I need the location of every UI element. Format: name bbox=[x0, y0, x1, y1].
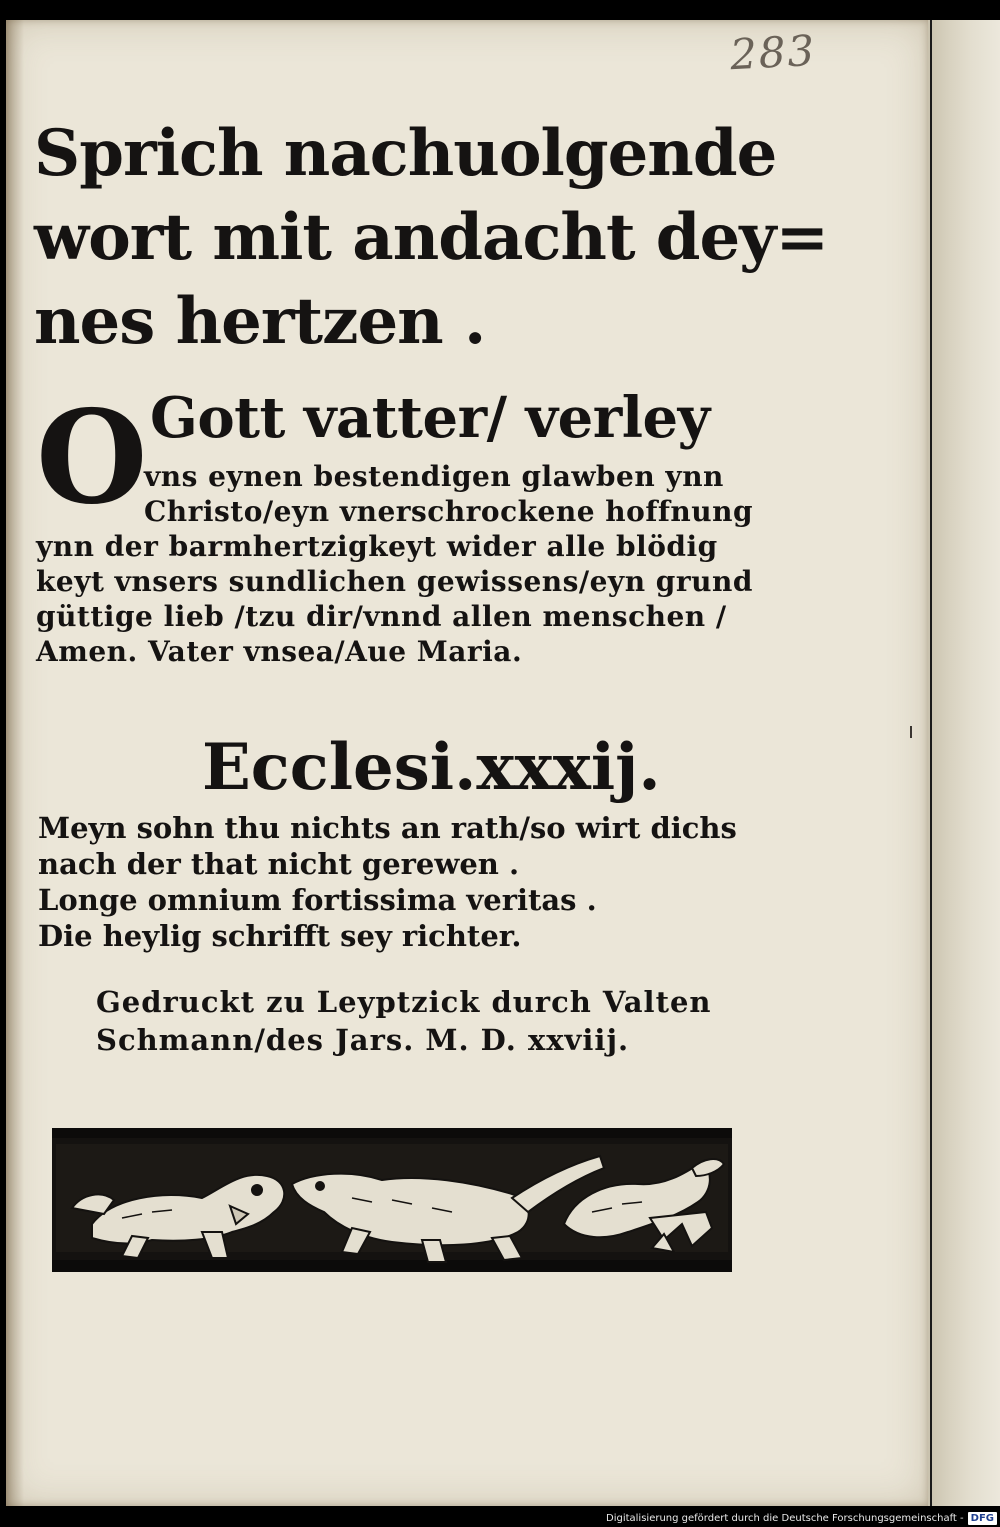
animal-frieze-woodcut-icon bbox=[52, 1128, 732, 1272]
footer-text: Digitalisierung gefördert durch die Deutsche Forschungsgemeinschaft - bbox=[606, 1512, 964, 1524]
prayer-line-3: ynn der barmhertzigkeyt wider alle blödig bbox=[36, 530, 718, 563]
imprint-line-1: Gedruckt zu Leyptzick durch Valten bbox=[96, 985, 712, 1019]
margin-mark bbox=[910, 726, 912, 738]
prayer-line-5: güttige lieb /tzu dir/vnnd allen menschen / bbox=[36, 600, 727, 633]
prayer-line-6: Amen. Vater vnsea/Aue Maria. bbox=[36, 635, 523, 668]
ecclesi-line-3: Longe omnium fortissima veritas . bbox=[38, 883, 597, 917]
ecclesi-line-1: Meyn sohn thu nichts an rath/so wirt dichs bbox=[38, 811, 737, 845]
title-line-1: Sprich nachuolgende bbox=[34, 116, 777, 191]
book-page bbox=[6, 20, 928, 1506]
prayer-line-1: vns eynen bestendigen glawben ynn bbox=[144, 460, 724, 493]
book-gutter bbox=[928, 20, 1000, 1506]
prayer-line-4: keyt vnsers sundlichen gewissens/eyn grund bbox=[36, 565, 753, 598]
ecclesi-heading: Ecclesi.xxxij. bbox=[202, 730, 661, 805]
title-block bbox=[34, 112, 829, 364]
ecclesi-line-4: Die heylig schrifft sey richter. bbox=[38, 919, 522, 953]
prayer-first-line: Gott vatter/ verley bbox=[150, 385, 710, 451]
dfg-logo-icon: DFG bbox=[968, 1512, 997, 1525]
drop-cap: O bbox=[36, 383, 148, 533]
page-edge-line bbox=[930, 20, 932, 1506]
handwritten-page-number: 283 bbox=[728, 25, 818, 80]
imprint-line-2: Schmann/des Jars. M. D. xxviij. bbox=[96, 1023, 630, 1057]
digitization-footer bbox=[606, 1509, 997, 1527]
ecclesi-line-2: nach der that nicht gerewen . bbox=[38, 847, 520, 881]
title-line-3: nes hertzen . bbox=[34, 284, 486, 359]
title-line-2: wort mit andacht dey= bbox=[34, 200, 829, 275]
prayer-line-2: Christo/eyn vnerschrockene hoffnung bbox=[144, 495, 754, 528]
